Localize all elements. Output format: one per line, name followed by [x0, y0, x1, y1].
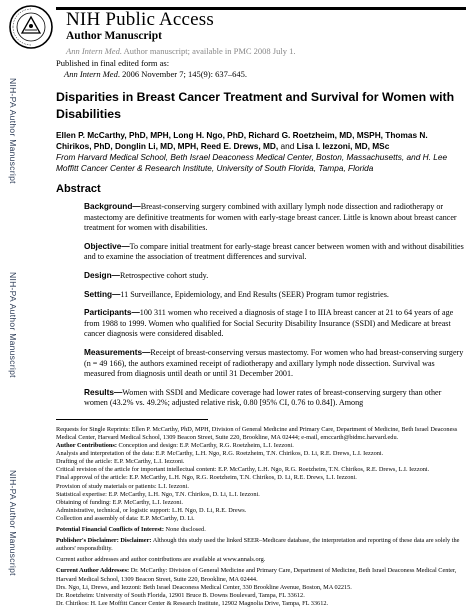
nih-seal-icon: [8, 4, 54, 50]
footnote-text: None disclosed.: [163, 526, 206, 534]
footnote-line: [56, 567, 464, 583]
availability-journal: Ann Intern Med.: [66, 46, 122, 56]
footnote-text: Collection and assembly of data: E.P. McCarthy, D. Li.: [56, 514, 195, 522]
footnote-text: Final approval of the article: E.P. McCarthy, L.H. Ngo, R.G. Roetzheim, T.N. Chirikos, D. Li, R.E. Drews, L.I. Iezzoni.: [56, 474, 357, 482]
footnote-line: [56, 442, 464, 450]
abstract-measurements: [84, 347, 464, 380]
footnote-text: Drafting of the article: E.P. McCarthy, L.I. Iezzoni.: [56, 458, 185, 466]
section-text: 100 311 women who received a diagnosis of stage I to IIIA breast cancer at 21 to 64 years of age from 1988 to 1999. Women who qualified for Social Security Disability Insurance (SSDI) and Medicare at breast cancer diagnosis were considered disabled.: [84, 308, 454, 339]
manuscript-label: Author Manuscript: [66, 30, 162, 42]
availability-note: [66, 46, 295, 56]
footnote-line: [56, 450, 464, 458]
footnote-line: [56, 499, 464, 507]
side-banner-middle: NIH-PA Author Manuscript: [8, 272, 18, 378]
authors-main: Ellen P. McCarthy, PhD, MPH, Long H. Ngo, PhD, Richard G. Roetzheim, MD, MSPH, Thomas N. Chirikos, PhD, Donglin Li, MD, MPH, Reed E. Drews, MD,: [56, 130, 428, 151]
section-label: Setting—: [84, 288, 121, 299]
footnote-text: Although this study used the linked SEER–Medicare database, the interpretation and reporting of these data are solely the authors' responsibility.: [56, 537, 460, 553]
footnote-text: Analysis and interpretation of the data: E.P. McCarthy, L.H. Ngo, R.G. Roetzheim, T.N. Chirikos, D. Li, R.E. Drews, L.I. Iezzoni.: [56, 450, 384, 458]
journal-name: Ann Intern Med: [64, 69, 118, 79]
abstract-results: [84, 387, 464, 409]
footnote-line: [56, 466, 464, 474]
section-text: To compare initial treatment for early-stage breast cancer between women with and without disabilities and to examine the association of treatment differences and survival.: [84, 241, 464, 262]
abstract-participants: [84, 307, 464, 340]
journal-citation: [56, 69, 464, 80]
authors-last: Lisa I. Iezzoni, MD, MSc: [296, 141, 390, 151]
affiliation: From Harvard Medical School, Beth Israel Deaconess Medical Center, Boston, Massachusetts, and H. Lee Moffitt Cancer Center & Research Institute, University of South Florida, Tampa, Florida: [56, 152, 448, 173]
section-label: Participants—: [84, 307, 140, 318]
footnote-text: Administrative, technical, or logistic support: L.H. Ngo, D. Li, R.E. Drews.: [56, 506, 247, 514]
section-text: 11 Surveillance, Epidemiology, and End Results (SEER) Program tumor registries.: [120, 289, 389, 299]
section-label: Background—: [84, 201, 141, 211]
abstract-background: [84, 201, 464, 234]
footnote-line: [56, 592, 464, 600]
abstract: [56, 201, 464, 409]
availability-text: Author manuscript; available in PMC 2008 July 1.: [121, 46, 296, 56]
footnote-line: [56, 556, 464, 564]
footnote-text: Obtaining of funding: E.P. McCarthy, L.I. Iezzoni.: [56, 498, 183, 506]
footnote-line: [56, 515, 464, 523]
footnote-line: [56, 507, 464, 515]
footnote-line: [56, 537, 464, 553]
footnote-line: [56, 426, 464, 442]
article-body: [56, 58, 464, 608]
side-banner-top: NIH-PA Author Manuscript: [8, 78, 18, 184]
side-banner-bottom: NIH-PA Author Manuscript: [8, 470, 18, 576]
abstract-heading: Abstract: [56, 183, 101, 195]
section-label: Results—: [84, 386, 123, 397]
author-list: [56, 130, 464, 152]
footnote-line: [56, 526, 464, 534]
abstract-objective: [84, 241, 464, 263]
section-text: Women with SSDI and Medicare coverage had lower rates of breast-conserving surgery than other women (43.2% vs. 49.2%; adjusted relative risk, 0.80 [95% CI, 0.76 to 0.84]). Among: [84, 387, 442, 408]
footnote-line: [56, 474, 464, 482]
authors-and: and: [278, 141, 297, 151]
footnote-text: Critical revision of the article for important intellectual content: E.P. McCarthy, L.H. Ngo, R.G. Roetzheim, T.N. Chirikos, R.E. Drews, L.I. Iezzoni.: [56, 466, 430, 474]
section-label: Design—: [84, 269, 120, 280]
footnote-line: [56, 600, 464, 608]
footnote-text: Requests for Single Reprints: Ellen P. McCarthy, PhD, MPH, Division of General Medicine and Primary Care, Department of Medicine, Beth Israel Deaconess Medical Center, Harvard Medical School, 1309 Beacon Street, Suite 220, Brookline, MA 02444; e-mail, emccarth@bidmc.harvard.edu.: [56, 425, 458, 441]
footnote-label: Publisher's Disclaimer: Disclaimer:: [56, 537, 152, 545]
section-text: Retrospective cohort study.: [119, 270, 209, 280]
published-in-label: Published in final edited form as:: [56, 58, 170, 68]
footnote-text: Dr. Chirikos: H. Lee Moffitt Cancer Center & Research Institute, 12902 Magnolia Drive, Tampa, FL 33612.: [56, 599, 329, 607]
abstract-setting: [84, 289, 464, 301]
journal-details: . 2006 November 7; 145(9): 637–645.: [117, 69, 247, 79]
footnote-text: Current author addresses and author contributions are available at www.annals.org.: [56, 556, 266, 564]
section-label: Measurements—: [84, 346, 151, 357]
footnote-text: Dr. Roetzheim: University of South Florida, 12901 Bruce B. Downs Boulevard, Tampa, FL 33612.: [56, 591, 305, 599]
footnote-label: Potential Financial Conflicts of Interest:: [56, 526, 164, 534]
article-title: Disparities in Breast Cancer Treatment and Survival for Women with Disabilities: [56, 90, 455, 121]
section-text: Breast-conserving surgery combined with axillary lymph node dissection and radiotherapy or mastectomy are definitive treatments for women with early-stage breast cancer. Little is known about breast cancer treatment for women with disabilities.: [84, 202, 457, 233]
section-text: Receipt of breast-conserving versus mastectomy. For women who had breast-conserving surgery (n = 49 166), the authors examined receipt of radiotherapy and axillary lymph node dissection. Survival was measured from diagnosis until death or until 31 December 2001.: [84, 347, 464, 379]
footnote-text: Conception and design: E.P. McCarthy, R.G. Roetzheim, L.I. Iezzoni.: [116, 442, 294, 450]
footnote-line: [56, 584, 464, 592]
footnote-label: Author Contributions:: [56, 442, 117, 450]
abstract-design: [84, 270, 464, 282]
section-label: Objective—: [84, 240, 130, 251]
footnote-text: Statistical expertise: E.P. McCarthy, L.H. Ngo, T.N. Chirikos, D. Li, L.I. Iezzoni.: [56, 490, 260, 498]
footnote-line: [56, 491, 464, 499]
footnotes: [56, 426, 464, 608]
footnote-line: [56, 458, 464, 466]
page-header: [0, 0, 474, 62]
footnote-label: Current Author Addresses:: [56, 567, 130, 575]
repository-title: NIH Public Access: [66, 9, 214, 30]
footnote-text: Dr. McCarthy: Division of General Medicine and Primary Care, Department of Medicine, Beth Israel Deaconess Medical Center, Harvard Medical School, 1309 Beacon Street, Suite 220, Brookline, MA 02444.: [56, 567, 457, 583]
publication-info: [56, 58, 464, 80]
footnote-text: Drs. Ngo, Li, Drews, and Iezzoni: Beth Israel Deaconess Medical Center, 330 Brookline Avenue, Boston, MA 02215.: [56, 583, 352, 591]
footnote-line: [56, 483, 464, 491]
footnote-text: Provision of study materials or patients: L.I. Iezzoni.: [56, 482, 189, 490]
footnote-separator: [56, 419, 208, 420]
